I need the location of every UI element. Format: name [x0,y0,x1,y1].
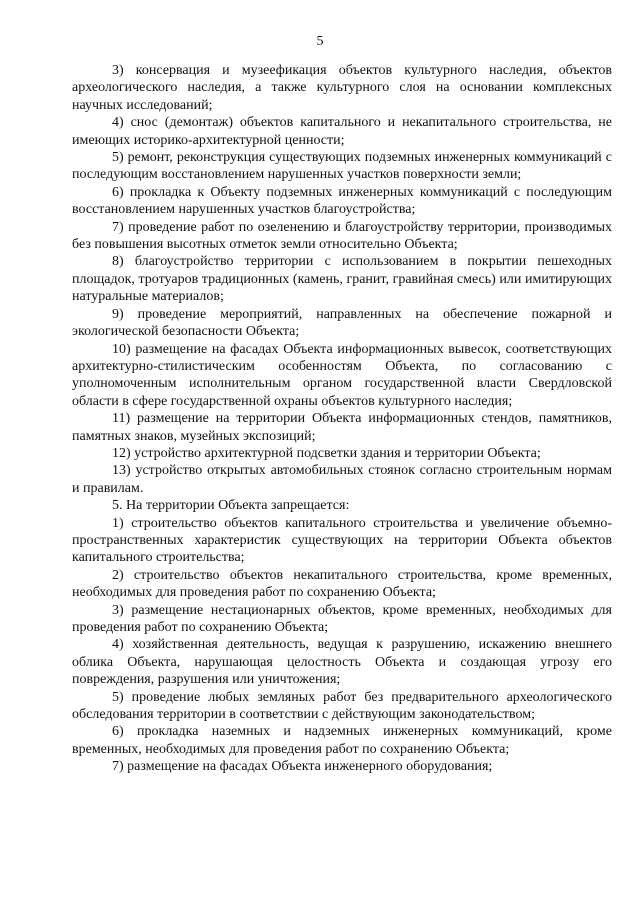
paragraph: 5) проведение любых земляных работ без предварительного археологического обследования территории в соответствии с действующим законодательством; [72,689,612,723]
document-body [72,62,612,776]
paragraph: 8) благоустройство территории с использованием в покрытии пешеходных площадок, тротуаров традиционных (камень, гранит, гравийная смесь) или имитирующих натуральные материалов; [72,254,612,305]
paragraph: 1) строительство объектов капитального строительства и увеличение объемно-пространственных характеристик существующих на территории Объекта объектов капитального строительства; [72,515,612,566]
paragraph: 11) размещение на территории Объекта информационных стендов, памятников, памятных знаков, музейных экспозиций; [72,411,612,444]
paragraph: 6) прокладка к Объекту подземных инженерных коммуникаций с последующим восстановлением нарушенных участков благоустройства; [72,184,612,218]
paragraph: 10) размещение на фасадах Объекта информационных вывесок, соответствующих архитектурно-стилистическим особенностям Объекта, по согласованию с уполномоченным исполнительным органом государственной власти Свердловской области в сфере государственной охраны объектов культурного наследия; [72,341,612,409]
paragraph: 3) консервация и музеефикация объектов культурного наследия, объектов археологического наследия, а также культурного слоя на основании комплексных научных исследований; [72,63,612,113]
paragraph: 6) прокладка наземных и надземных инженерных коммуникаций, кроме временных, необходимых для проведения работ по сохранению Объекта; [72,724,612,757]
section-heading: 5. На территории Объекта запрещается: [112,498,350,514]
paragraph: 13) устройство открытых автомобильных стоянок согласно строительным нормам и правилам. [72,463,612,496]
page-number: 5 [316,34,324,49]
paragraph: 7) проведение работ по озеленению и благоустройству территории, производимых без повышения высотных отметок земли относительно Объекта; [72,219,612,253]
paragraph: 5) ремонт, реконструкция существующих подземных инженерных коммуникаций с последующим восстановлением нарушенных участков поверхности земли; [72,150,612,183]
paragraph: 4) хозяйственная деятельность, ведущая к разрушению, искажению внешнего облика Объекта, нарушающая целостность Объекта и создающая угрозу его повреждения, разрушения или уничтожения; [72,637,612,688]
paragraph: 4) снос (демонтаж) объектов капитального и некапитального строительства, не имеющих историко-архитектурной ценности; [72,115,612,148]
paragraph: 7) размещение на фасадах Объекта инженерного оборудования; [112,759,493,775]
paragraph: 9) проведение мероприятий, направленных на обеспечение пожарной и экологической безопасности Объекта; [72,306,612,340]
paragraph: 12) устройство архитектурной подсветки здания и территории Объекта; [112,445,541,461]
paragraph: 3) размещение нестационарных объектов, кроме временных, необходимых для проведения работ по сохранению Объекта; [72,602,612,635]
paragraph: 2) строительство объектов некапитального строительства, кроме временных, необходимых для проведения работ по сохранению Объекта; [72,567,612,601]
